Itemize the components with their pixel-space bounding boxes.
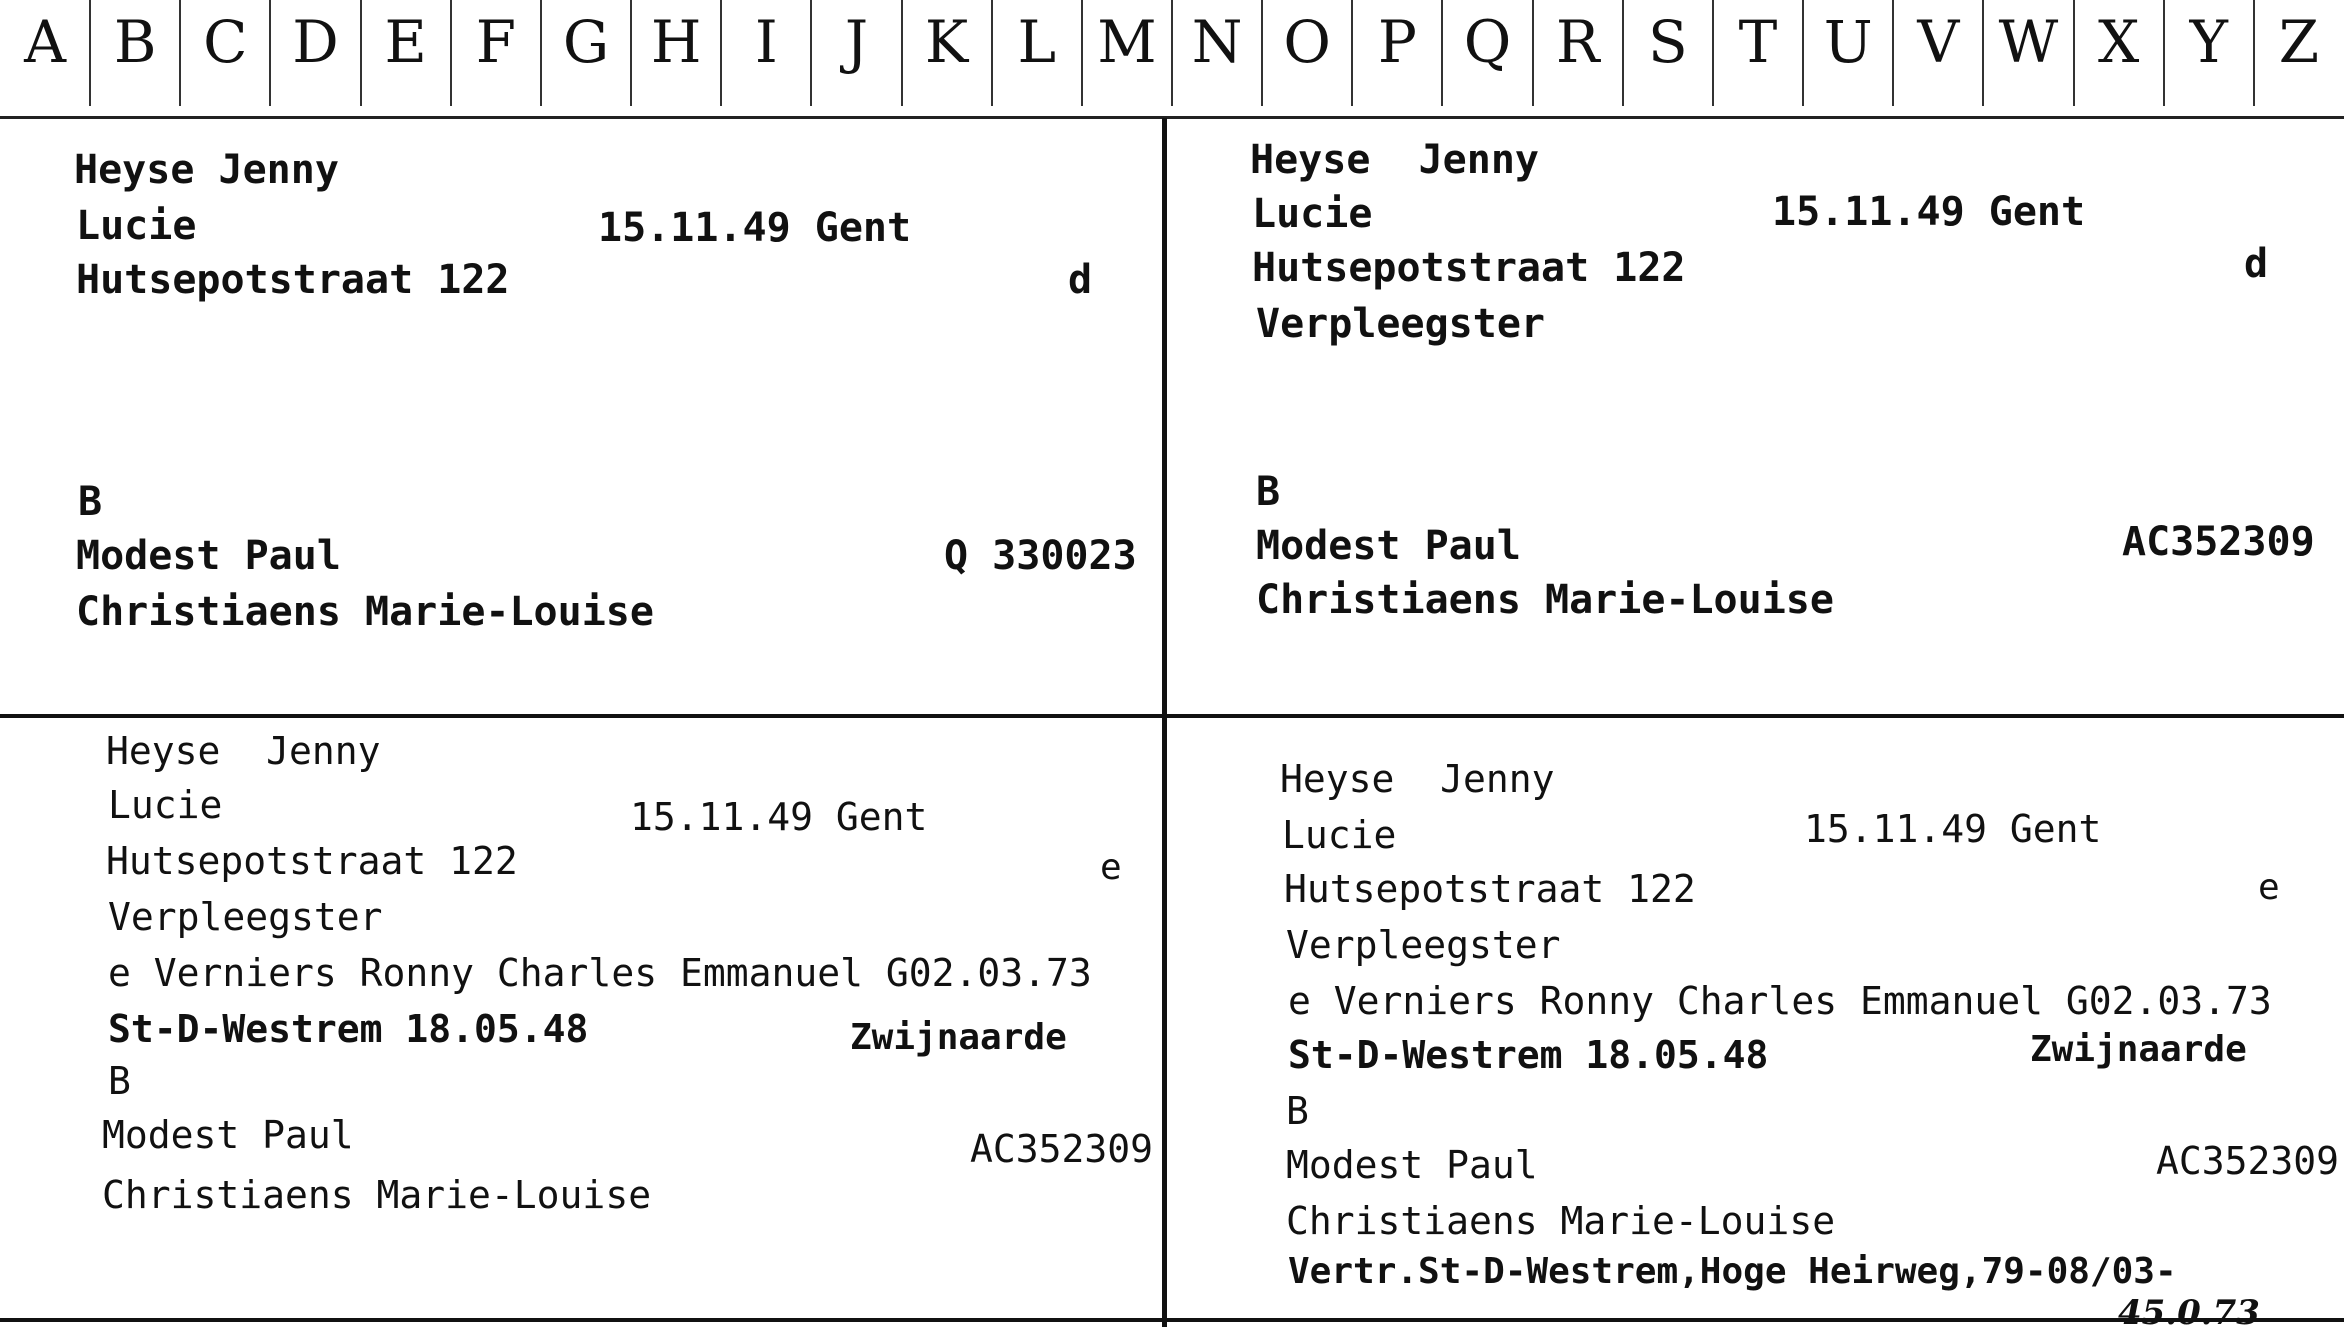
card-first-name: Lucie: [76, 203, 197, 249]
card-departure-note: Vertr.St-D-Westrem,Hoge Heirweg,79-08/03-: [1288, 1251, 2177, 1292]
card-top-left: [0, 120, 1160, 710]
card-id: AC352309: [2156, 1139, 2340, 1183]
card-name: Heyse Jenny: [1280, 757, 1555, 801]
card-mother: Christiaens Marie-Louise: [1256, 577, 1834, 623]
index-letter-o: O: [1283, 8, 1331, 76]
center-divider: [1162, 118, 1167, 1327]
index-separator: [1802, 0, 1804, 106]
card-father: Modest Paul: [102, 1113, 354, 1157]
card-spouse-birth: St-D-Westrem 18.05.48: [1288, 1033, 1769, 1077]
index-letter-a: A: [24, 8, 67, 76]
index-separator: [720, 0, 722, 106]
index-letter-u: U: [1823, 8, 1873, 76]
index-letter-q: Q: [1463, 8, 1512, 76]
index-letter-h: H: [650, 8, 702, 76]
card-b-marker: B: [1286, 1089, 1309, 1133]
index-separator: [991, 0, 993, 106]
card-b-marker: B: [78, 479, 103, 525]
index-letter-s: S: [1647, 8, 1688, 76]
index-letter-x: X: [2097, 8, 2140, 76]
index-letter-e: E: [384, 8, 427, 76]
card-birth: 15.11.49 Gent: [630, 795, 928, 839]
index-separator: [1532, 0, 1534, 106]
card-name: Heyse Jenny: [1250, 137, 1539, 183]
card-address: Hutsepotstraat 122: [76, 257, 510, 303]
card-name: Heyse Jenny: [106, 729, 381, 773]
card-address: Hutsepotstraat 122: [1252, 245, 1686, 291]
index-separator: [630, 0, 632, 106]
card-bottom-right: [1168, 720, 2344, 1333]
card-b-marker: B: [108, 1059, 131, 1103]
card-first-name: Lucie: [1252, 191, 1373, 237]
index-separator: [450, 0, 452, 106]
bottom-divider: [0, 1318, 2344, 1322]
card-spouse-birth: St-D-Westrem 18.05.48: [108, 1007, 589, 1051]
index-separator: [2253, 0, 2255, 106]
index-separator: [540, 0, 542, 106]
card-code: d: [2244, 241, 2269, 287]
index-separator: [179, 0, 181, 106]
card-spouse: e Verniers Ronny Charles Emmanuel G02.03.73: [1288, 979, 2272, 1023]
card-address: Hutsepotstraat 122: [1284, 867, 1696, 911]
card-spouse-place: Zwijnaarde: [850, 1017, 1067, 1058]
index-separator: [1081, 0, 1083, 106]
index-separator: [2163, 0, 2165, 106]
index-separator: [2073, 0, 2075, 106]
index-letter-r: R: [1555, 8, 1600, 76]
index-letter-v: V: [1917, 8, 1960, 76]
index-letter-b: B: [113, 8, 157, 76]
index-letter-j: J: [844, 8, 869, 76]
card-birth: 15.11.49 Gent: [1804, 807, 2102, 851]
index-letter-d: D: [292, 8, 339, 76]
index-separator: [1622, 0, 1624, 106]
handwritten-note: 45.0.73: [2118, 1293, 2260, 1333]
card-father: Modest Paul: [1286, 1143, 1538, 1187]
index-letter-t: T: [1738, 8, 1778, 76]
index-letter-l: L: [1017, 8, 1057, 76]
index-letter-c: C: [203, 8, 248, 76]
alphabet-index-strip: [0, 0, 2344, 118]
index-separator: [810, 0, 812, 106]
card-top-right: [1168, 120, 2344, 710]
card-mother: Christiaens Marie-Louise: [76, 589, 654, 635]
index-letter-f: F: [475, 8, 516, 76]
card-occupation: Verpleegster: [1286, 923, 1561, 967]
card-occupation: Verpleegster: [108, 895, 383, 939]
card-b-marker: B: [1256, 469, 1281, 515]
card-mother: Christiaens Marie-Louise: [1286, 1199, 1836, 1243]
index-letter-z: Z: [2278, 8, 2320, 76]
index-separator: [89, 0, 91, 106]
index-separator: [1261, 0, 1263, 106]
index-letter-m: M: [1097, 8, 1157, 76]
index-separator: [1892, 0, 1894, 106]
index-separator: [1351, 0, 1353, 106]
card-id: Q 330023: [944, 533, 1137, 579]
index-strip-rule: [0, 116, 2344, 119]
index-letter-i: I: [754, 8, 778, 76]
index-letter-y: Y: [2189, 8, 2228, 76]
card-id: AC352309: [2122, 519, 2315, 565]
card-mother: Christiaens Marie-Louise: [102, 1173, 652, 1217]
card-id: AC352309: [970, 1127, 1154, 1171]
card-address: Hutsepotstraat 122: [106, 839, 518, 883]
index-letter-p: P: [1377, 8, 1417, 76]
card-name: Heyse Jenny: [74, 147, 339, 193]
middle-divider: [0, 714, 2344, 718]
index-separator: [901, 0, 903, 106]
index-separator: [1982, 0, 1984, 106]
card-birth: 15.11.49 Gent: [598, 205, 912, 251]
card-code: e: [2258, 867, 2280, 908]
card-code: d: [1068, 257, 1093, 303]
card-spouse: e Verniers Ronny Charles Emmanuel G02.03.73: [108, 951, 1092, 995]
index-letter-g: G: [562, 8, 610, 76]
index-separator: [1171, 0, 1173, 106]
index-letter-n: N: [1191, 8, 1243, 76]
card-bottom-left: [0, 720, 1160, 1316]
index-separator: [360, 0, 362, 106]
card-occupation: Verpleegster: [1256, 301, 1545, 347]
index-letter-k: K: [924, 8, 969, 76]
index-separator: [1712, 0, 1714, 106]
index-letter-w: W: [1998, 8, 2059, 76]
card-first-name: Lucie: [1282, 813, 1397, 857]
index-separator: [1441, 0, 1443, 106]
card-birth: 15.11.49 Gent: [1772, 189, 2086, 235]
card-father: Modest Paul: [1256, 523, 1521, 569]
card-spouse-place: Zwijnaarde: [2030, 1029, 2247, 1070]
card-father: Modest Paul: [76, 533, 341, 579]
card-first-name: Lucie: [108, 783, 223, 827]
card-code: e: [1100, 847, 1122, 888]
index-separator: [269, 0, 271, 106]
